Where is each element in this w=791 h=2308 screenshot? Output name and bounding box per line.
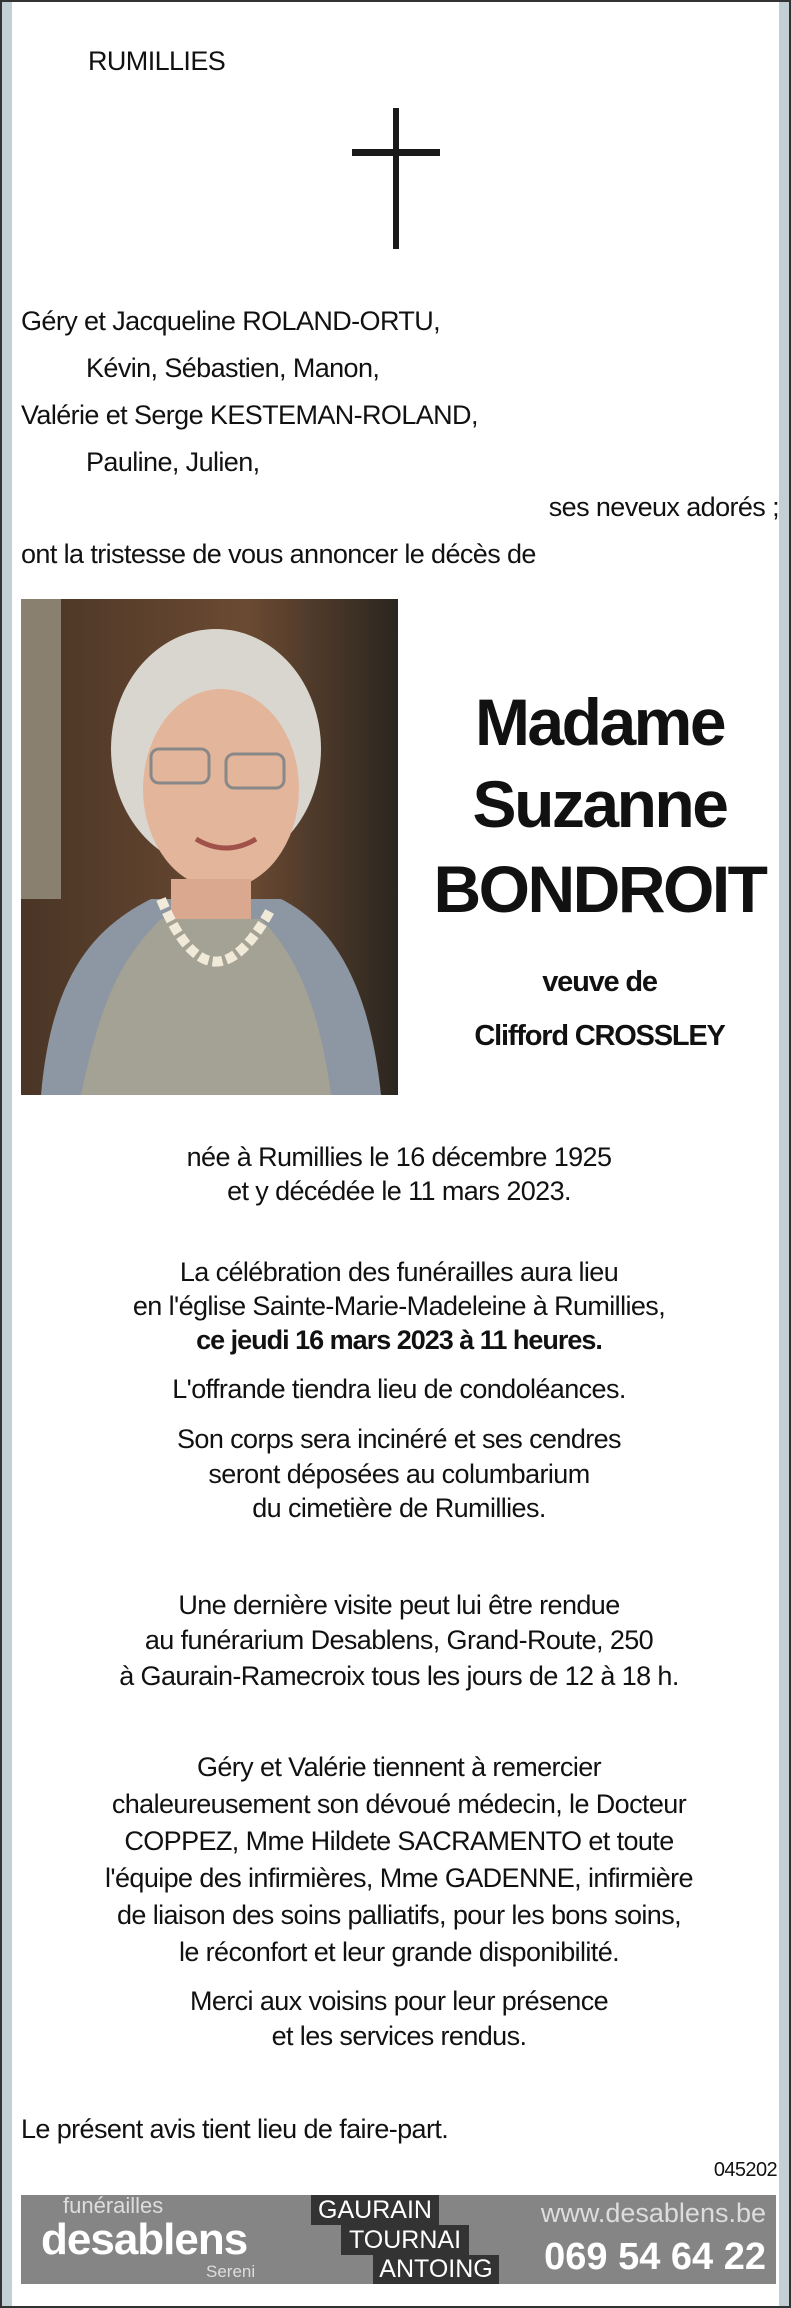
widow-label: veuve de bbox=[542, 966, 657, 998]
family-line: Kévin, Sébastien, Manon, bbox=[86, 353, 380, 383]
neighbours-line: et les services rendus. bbox=[271, 2021, 527, 2051]
brand-sub: Sereni bbox=[206, 2262, 256, 2281]
neighbours-line: Merci aux voisins pour leur présence bbox=[189, 1986, 609, 2016]
family-line: Valérie et Serge KESTEMAN-ROLAND, bbox=[21, 400, 478, 430]
ceremony-date: ce jeudi 16 mars 2023 à 11 heures. bbox=[196, 1325, 602, 1355]
notice: Le présent avis tient lieu de faire-part. bbox=[21, 2114, 449, 2144]
offering: L'offrande tiendra lieu de condoléances. bbox=[172, 1374, 626, 1404]
town-gaurain: GAURAIN bbox=[311, 2195, 439, 2225]
thanks-line: Géry et Valérie tiennent à remercier bbox=[196, 1752, 602, 1782]
ceremony-line: La célébration des funérailles aura lieu bbox=[179, 1257, 619, 1287]
locality: RUMILLIES bbox=[88, 46, 226, 76]
portrait-photo bbox=[21, 599, 398, 1095]
thanks-line: le réconfort et leur grande disponibilité. bbox=[178, 1937, 620, 1967]
visit-line: Une dernière visite peut lui être rendue bbox=[178, 1590, 620, 1620]
ceremony-line: en l'église Sainte-Marie-Madeleine à Rumillies, bbox=[132, 1291, 666, 1321]
town-tournai: TOURNAI bbox=[341, 2225, 469, 2255]
cremation-line: seront déposées au columbarium bbox=[208, 1459, 590, 1489]
deceased-first-name: Suzanne bbox=[472, 767, 727, 841]
brand-top: funérailles bbox=[63, 2193, 164, 2218]
cremation-line: Son corps sera incinéré et ses cendres bbox=[177, 1424, 621, 1454]
visit-line: à Gaurain-Ramecroix tous les jours de 12 à 18 h. bbox=[119, 1661, 679, 1691]
spouse-name: Clifford CROSSLEY bbox=[474, 1020, 725, 1052]
deceased-title: Madame bbox=[474, 685, 725, 759]
thanks-line: chaleureusement son dévoué médecin, le Docteur bbox=[111, 1789, 687, 1819]
thanks-line: l'équipe des infirmières, Mme GADENNE, infirmière bbox=[105, 1863, 693, 1893]
cross-icon bbox=[352, 108, 442, 249]
birth-line: née à Rumillies le 16 décembre 1925 bbox=[186, 1142, 612, 1172]
cremation-line: du cimetière de Rumillies. bbox=[252, 1493, 546, 1523]
family-line: Pauline, Julien, bbox=[86, 447, 260, 477]
brand-logo: desablens bbox=[41, 2215, 248, 2264]
family-line: Géry et Jacqueline ROLAND-ORTU, bbox=[21, 306, 441, 336]
right-border bbox=[779, 2, 789, 2306]
website-link[interactable]: www.desablens.be bbox=[540, 2198, 766, 2228]
thanks-line: de liaison des soins palliatifs, pour les bons soins, bbox=[116, 1900, 682, 1930]
town-antoing: ANTOING bbox=[373, 2255, 499, 2284]
thanks-line: COPPEZ, Mme Hildete SACRAMENTO et toute bbox=[124, 1826, 674, 1856]
relation: ses neveux adorés ; bbox=[548, 492, 779, 522]
announcement: ont la tristesse de vous annoncer le décès de bbox=[21, 539, 536, 569]
death-line: et y décédée le 11 mars 2023. bbox=[227, 1176, 571, 1206]
funeral-home-banner bbox=[21, 2195, 776, 2284]
visit-line: au funérarium Desablens, Grand-Route, 250 bbox=[144, 1625, 654, 1655]
left-border bbox=[2, 2, 12, 2306]
deceased-last-name: BONDROIT bbox=[433, 852, 766, 926]
phone-number: 069 54 64 22 bbox=[544, 2236, 766, 2278]
reference-number: 045202 bbox=[713, 2159, 777, 2181]
